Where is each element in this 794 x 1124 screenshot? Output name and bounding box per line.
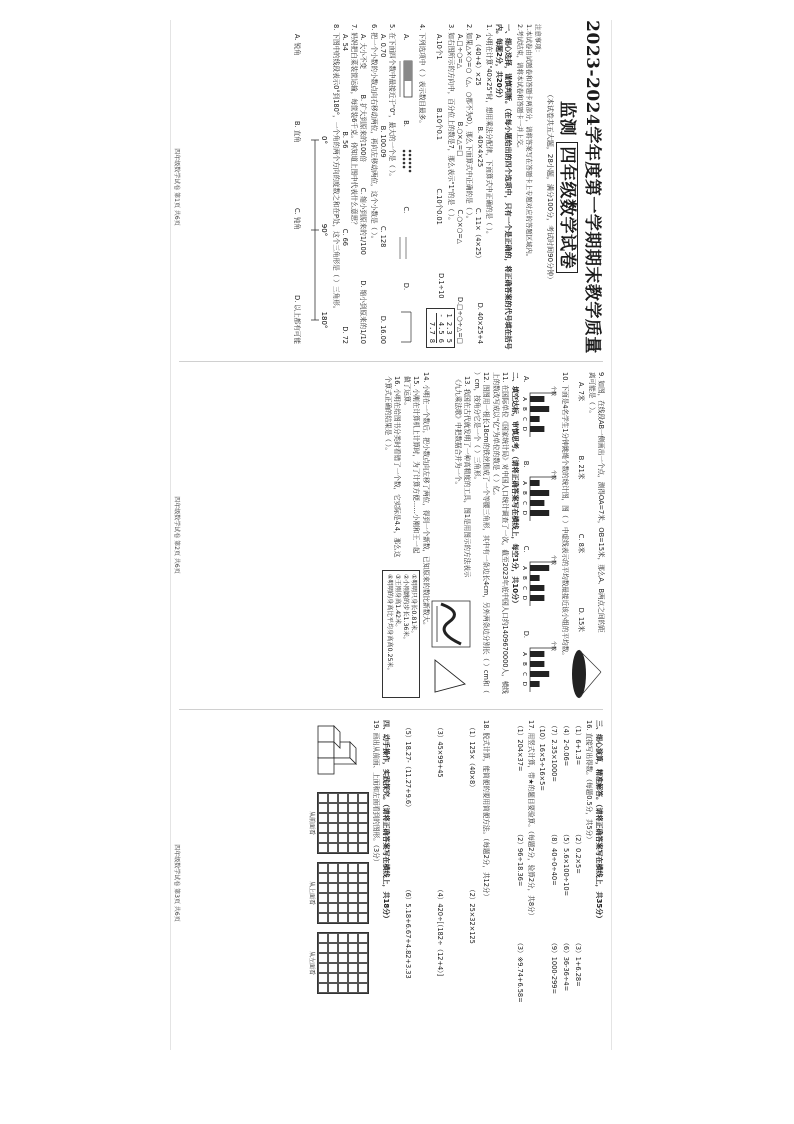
bar	[530, 480, 540, 486]
bar-chart-option-label: D.	[521, 630, 530, 638]
bar-chart-option	[522, 461, 558, 524]
question-3-row	[426, 20, 455, 354]
question-6: 6. 把一个小数的小数点向右移动两位，再向左移动两位，这个小数是（ ）。	[370, 24, 379, 243]
option: B. 100.09	[379, 125, 388, 158]
oral-calc-grid	[538, 722, 584, 1044]
option: A. 锐角	[292, 34, 301, 56]
question-9-options	[577, 382, 587, 632]
option: C. 128	[379, 225, 388, 248]
oral-item: （6）36-36÷4=	[561, 939, 570, 992]
protractor-line-figure	[307, 20, 331, 350]
bar-tick-label: C	[520, 672, 527, 676]
exam-column-2	[171, 368, 611, 702]
protractor-label-0: 0°	[319, 136, 328, 144]
question-13-row	[431, 372, 471, 698]
question-10: 10. 下面是4名学生1分钟跳绳个数的统计图，图（ ）中虚线表示的平均数最接近该小组的平均数。	[561, 372, 569, 659]
bar	[530, 575, 540, 581]
brace-figure-icon	[397, 310, 415, 344]
bar	[530, 510, 549, 516]
option: B. 直角	[292, 120, 301, 143]
bar-chart	[522, 640, 558, 694]
question-7-options	[341, 34, 349, 344]
question-19: 19. 画出从前面、上面和左面看到的图形。（3分）	[372, 720, 381, 866]
note-2: 2.考试结束，请将本试卷和答题卡一并上交。	[516, 24, 524, 152]
front-view-label: 从前面看	[308, 810, 316, 835]
front-view-grid-wrap	[308, 792, 369, 854]
bar	[530, 490, 549, 496]
column-divider	[179, 361, 603, 362]
bar-ylabel: 个数	[549, 470, 556, 481]
triangle-figure-icon	[431, 654, 471, 698]
front-view-grid	[317, 792, 369, 854]
question-16: 16. 直接写出得数。（每题0.5分，共5分）	[585, 720, 593, 843]
option: C. 8米	[576, 533, 585, 554]
left-view-label: 从左面看	[308, 950, 316, 975]
views-row	[308, 722, 369, 1044]
oral-item: （3）1+6.28=	[573, 939, 582, 987]
oral-item: （4）2-0.06=	[561, 722, 570, 767]
subtraction-figure	[426, 308, 455, 348]
option: B.10个0.1	[435, 108, 444, 141]
question-13: 13. 我国在古代就发明了一种高精度的工具，图1是用图示的方法表示《九九乘法歌》中把数据合并为一个。	[453, 376, 471, 578]
note-header: 注意事项：	[534, 24, 542, 56]
bar-chart-option	[522, 631, 558, 694]
question-4: 4. 下列选项中（ ）表示数目最多。	[417, 24, 426, 127]
vertical-calc-row	[516, 722, 526, 1044]
bar-tick-label: B	[520, 576, 527, 581]
bar-ylabel: 个数	[549, 641, 556, 652]
bar-tick-label: B	[520, 406, 527, 411]
option: C.○×○=△	[455, 209, 464, 244]
option: B.	[402, 120, 411, 127]
option: B. 40×4×25	[475, 126, 484, 168]
option: A.10个1	[435, 34, 444, 60]
page-footer-1: 四年级数学试卷 第1页 共6页	[173, 148, 180, 226]
left-view-grid-wrap	[308, 932, 369, 994]
exam-subtitle: （本试卷共五大题，28小题，满分100分，考试时间90分钟）	[546, 90, 554, 284]
exam-title-text: 2023-2024学年度第一学期期末教学质量监测	[557, 20, 602, 354]
question-6-options	[359, 34, 369, 344]
left-view-grid	[317, 932, 369, 994]
question-9: 9. 如图，在线段AB一侧画出一个点，测得OA=7米，OB=15米，那么A、B两点之间的距离可能是（ ）。	[587, 372, 605, 633]
bar-ylabel: 个数	[549, 555, 556, 566]
top-view-grid	[317, 862, 369, 924]
bar	[530, 416, 540, 422]
question-3: 3. 如右图所示的方向中，百分位上的数是7，那么表示"1"的是（ ）。	[446, 24, 455, 224]
option: B. 扩大到原来的100倍	[358, 94, 367, 162]
option: C. 钝角	[292, 208, 301, 230]
question-12: 12. 图图用一根长18cm的铁丝围成了一个等腰三角形，其中有一条边长4cm，另外两条边分别长（ ）cm和（ ）cm，按角分它是一个（ ）三角形。	[473, 372, 491, 694]
bar-tick-label: D	[520, 596, 527, 601]
vertical-item: （2）96÷18.36=	[515, 830, 524, 887]
top-view-grid-wrap	[308, 862, 369, 924]
step-item: （2）25×32×125	[468, 886, 477, 944]
bar-chart	[522, 385, 558, 439]
question-5: 5. 在下面四个数中最接近于"0"，最大的一个是（ ）。	[388, 24, 397, 180]
exam-title	[557, 20, 607, 354]
multiplication-figure-icon	[397, 233, 415, 263]
option: C. 66	[340, 228, 349, 246]
oral-item: （8）40÷0÷40=	[549, 830, 558, 886]
bar-tick-label: A	[520, 396, 527, 401]
info-line: ②小刚跳的步长1.36米。	[401, 574, 409, 643]
option: A. 0.70	[379, 34, 388, 58]
question-16-head: 16. 小明在给图书分类时看错了一个数，它实际是4.4，那么这个算式正确的结果是（ ）。	[384, 376, 402, 558]
option: D. 以上都有可能	[292, 295, 301, 344]
lake-figure-icon	[569, 642, 605, 702]
page-footer-2: 四年级数学试卷 第2页 共6页	[173, 496, 180, 574]
info-box	[382, 570, 420, 698]
question-17: 17. 用竖式计算，带★的题目要验算。（每题2分，验算2分，共8分）	[526, 720, 535, 920]
bar-tick-label: C	[520, 586, 527, 591]
question-5-options	[379, 34, 387, 344]
option: D. 缩小到原来的1/10	[358, 280, 367, 344]
bar-tick-label: D	[520, 426, 527, 431]
step-item: （6）5.18+6.67+4.82+3.33	[404, 886, 413, 979]
dots-figure-icon	[397, 147, 415, 187]
bar	[530, 500, 544, 506]
oral-item: （10）16×5÷16×5=	[537, 722, 546, 791]
bar-tick-label: C	[520, 501, 527, 506]
info-line: ④明明的身高比平均身高高0.25米。	[385, 574, 393, 674]
bar-tick-label: A	[520, 481, 527, 486]
bar-chart-option-label: C.	[521, 545, 530, 553]
option: D.	[402, 282, 411, 291]
question-9-text	[569, 368, 605, 642]
option: D.□÷○÷△=□	[455, 296, 464, 344]
option: A. 54	[340, 34, 349, 51]
question-14: 14. 小明在一个数后，把小数点向左移了两位，得到一个新数，已知原来的数比新数大。	[421, 372, 430, 629]
option: B.○×△=□	[455, 121, 464, 157]
question-7: 7. 妈妈把白菜装筐运输，每筐装6千克。你知道上图中代表什么意思？	[349, 24, 358, 228]
question-3-options	[435, 34, 445, 298]
bar	[530, 661, 544, 667]
oral-item: （9）1000-299=	[549, 939, 558, 994]
option: B. 21米	[576, 455, 585, 480]
bar-chart-option-label: B.	[521, 460, 530, 468]
question-4-figures	[397, 34, 415, 344]
question-15-row	[382, 372, 420, 698]
fig-line: 7.7 8	[427, 321, 436, 343]
bar-tick-label: B	[520, 491, 527, 496]
option: B. 56	[340, 131, 349, 149]
section-1-heading: 一、细心选择，谨慎判断。（在每小题给出的四个选项中，只有一个是正确的，将正确答案的代号填在括号内。每题2分，共20分）	[495, 24, 512, 350]
option: C. 11×（4×25）	[473, 207, 482, 262]
option: A.□÷○=△	[455, 34, 464, 69]
exam-title-box: 四年级数学试卷	[556, 142, 578, 273]
bar	[530, 565, 549, 571]
bar	[530, 681, 540, 687]
dragon-picture-icon	[431, 600, 471, 648]
question-15-16-text	[382, 372, 420, 564]
bar-tick-label: D	[520, 511, 527, 516]
question-11: 11. 在国际单位《国家统计局》对中国人口统计调查了一次，截至2023年底中国人口约1409670000人，横线上的数改写成以"亿"为单位的数是（ ）亿。	[491, 372, 509, 694]
oral-item: （7）2.35×1000=	[549, 722, 558, 782]
question-2-options	[456, 34, 464, 344]
info-line: ①明明只身长0.81米。	[409, 574, 417, 637]
bar	[530, 396, 544, 402]
question-18: 18. 脱式计算，能简便的要用简便方法。（每题2分，共12分）	[481, 720, 490, 901]
oral-item: （5）5.6×100÷10=	[561, 830, 570, 897]
bar	[530, 585, 544, 591]
bar	[530, 406, 549, 412]
bar	[530, 671, 549, 677]
question-8: 8. 下图中的线段表示0°到180°，一个角的两个方向的度数之和在P处，这个三角形是（ ）三角形。	[331, 24, 340, 313]
bar	[530, 651, 544, 657]
bar-tick-label: A	[520, 652, 527, 656]
bar-tick-label: A	[520, 566, 527, 571]
question-2: 2. 如果△×○=○（△、○都不为0），那么下面算式中正确的是（ ）。	[464, 24, 473, 223]
fig-line: 1 2.3 5	[444, 313, 453, 343]
section-2-heading: 二、填空达标，审慎思考。（请将正确答案写在横线上，每空1分，共10分）	[510, 372, 519, 608]
bar	[530, 595, 544, 601]
option: D. 40×25+4	[475, 302, 484, 344]
info-line: ③王刚身高1.42米。	[393, 574, 401, 631]
option: D. 16.00	[379, 315, 388, 344]
question-9-row	[569, 368, 605, 702]
bar-tick-label: D	[520, 681, 527, 687]
option: D. 72	[340, 326, 349, 344]
bar-chart-option-label: A.	[521, 376, 530, 383]
column-divider	[179, 709, 603, 710]
bar-chart-option	[522, 376, 558, 439]
bar-chart	[522, 554, 558, 608]
protractor-label-90: 90°	[319, 223, 328, 237]
question-15: 15. 小刚在计算机上计算时，为了计算方便……小刚和王一起做了运算。	[402, 376, 420, 554]
vertical-item: （1）204×37=	[515, 722, 524, 772]
protractor-label-180: 180°	[319, 311, 328, 329]
ruler-figure-icon	[397, 60, 415, 100]
vertical-item: （3）※9.74+6.58=	[515, 939, 524, 1003]
fig-line: - 4.5 6	[436, 313, 445, 343]
step-item: （1）125×（40×8）	[468, 724, 477, 791]
bar-charts-row	[522, 376, 558, 694]
oral-item: （1）6+1.3=	[573, 722, 582, 766]
step-item: （3）45×99+45	[436, 724, 445, 778]
question-1-options	[474, 34, 484, 344]
note-1: 1.本试卷由试题卷和答题卡两部分，请将答案写在答题卡上专题对应的答题区域内。	[525, 24, 533, 261]
option: D.1÷10	[437, 273, 446, 299]
option: A. 大小不变	[358, 34, 367, 69]
cube-stack-icon	[308, 722, 358, 784]
option: C.	[402, 206, 411, 214]
step-calc-grid	[404, 724, 478, 1042]
option: A.（40+4）×25	[473, 34, 482, 86]
notes	[515, 24, 542, 350]
step-item: （4）420÷[（182÷（12+4）]	[436, 886, 445, 977]
option: A. 7米	[576, 382, 585, 402]
bar-chart	[522, 469, 558, 523]
bar-ylabel: 个数	[549, 385, 556, 396]
rotated-exam	[171, 20, 611, 1050]
exam-spread	[170, 20, 612, 1050]
section-4-heading: 四、动手操作，实践探究。（请将正确答案写在横线上，共18分）	[382, 720, 391, 923]
bar-chart-option	[522, 546, 558, 609]
page-footer-3: 四年级数学试卷 第3页 共6页	[173, 844, 180, 922]
question-8-options	[293, 34, 303, 344]
exam-column-3	[171, 716, 611, 1050]
step-item: （5）18.27-（11.27+9.6）	[404, 724, 413, 811]
oral-item: （2）0.2×5=	[573, 830, 582, 874]
section-3-heading: 三、细心演算，精准解答。（请将正确答案写在横线上，共35分）	[595, 720, 603, 923]
option: C.10个0.01	[435, 188, 444, 225]
bar-tick-label: B	[520, 662, 527, 666]
question-3-text	[426, 20, 455, 308]
option: D. 15米	[576, 607, 585, 632]
top-view-label: 从上面看	[308, 880, 316, 905]
bar	[530, 426, 544, 432]
question-1: 1. 小明在计算"40×25"时，想用乘法分配律，下面算式中正确的是（ ）。	[485, 24, 493, 238]
bar-tick-label: C	[520, 416, 527, 421]
option: A.	[402, 34, 411, 41]
exam-column-1	[171, 20, 611, 354]
option: C. 缩小到原来的1/100	[358, 187, 367, 255]
